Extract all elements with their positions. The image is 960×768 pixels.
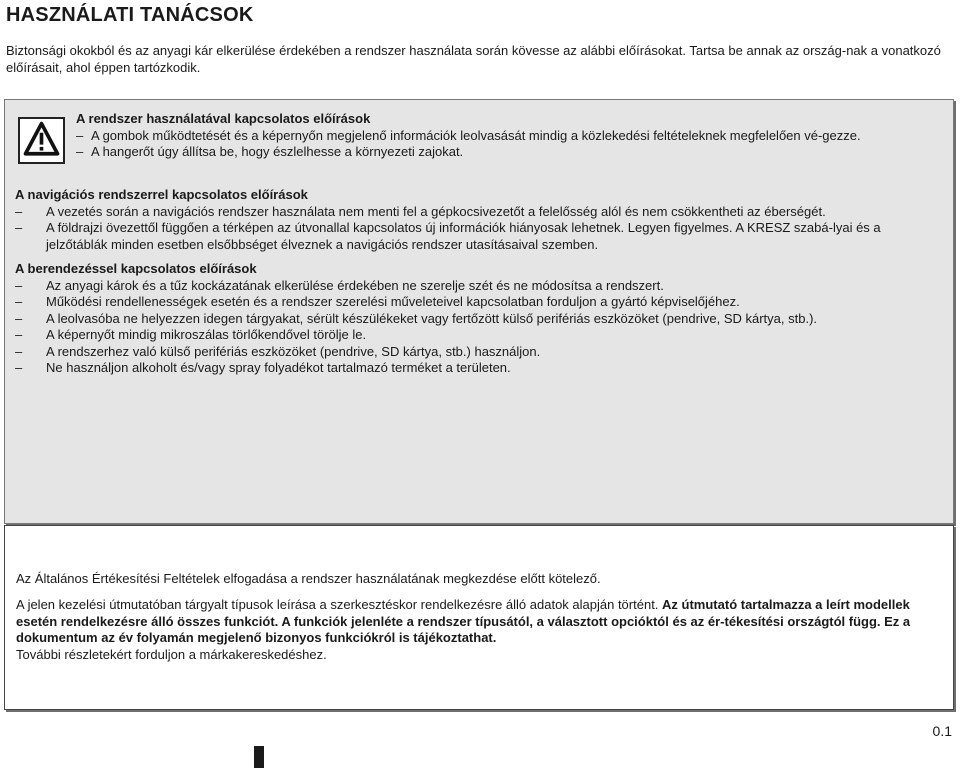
- bullet-dash: –: [15, 294, 23, 309]
- page-edge-marker: [254, 746, 264, 768]
- bullet-dash: –: [15, 310, 23, 326]
- list-item: – Működési rendellenességek esetén és a rendszer szerelési műveleteivel kapcsolatban forduljon a gyártó képviselőjéhez.: [15, 294, 740, 309]
- navigation-section: [15, 187, 945, 253]
- terms-paragraph: Az Általános Értékesítési Feltételek elfogadása a rendszer használatának megkezdése előtt kötelező.: [16, 571, 601, 586]
- list-item: – A gombok működtetését és a képernyőn megjelenő információk leolvasását mindig a közlekedési feltételeknek megfelelően vé-gezze.: [76, 127, 861, 143]
- list-item: – A vezetés során a navigációs rendszer használata nem menti fel a gépkocsivezetőt a felelősség alól és nem csökkentheti az éberségét.: [15, 203, 826, 219]
- list-item: – A leolvasóba ne helyezzen idegen tárgyakat, sérült készülékeket vagy fertőzött külső perifériás eszközöket (pendrive, SD kártya, stb.).: [15, 310, 818, 326]
- list-item: – Ne használjon alkoholt és/vagy spray folyadékot tartalmazó terméket a területen.: [15, 360, 511, 375]
- bullet-dash: –: [15, 277, 23, 293]
- system-use-heading: A rendszer használatával kapcsolatos előírások: [76, 111, 371, 126]
- dealer-text: További részletekért forduljon a márkakereskedéshez.: [16, 646, 327, 662]
- device-heading: A berendezéssel kapcsolatos előírások: [15, 261, 257, 276]
- models-text: A jelen kezelési útmutatóban tárgyalt típusok leírása a szerkesztéskor rendelkezésre álló adatok alapján történt.: [16, 597, 663, 612]
- bullet-dash: –: [15, 203, 23, 219]
- bullet-dash: –: [15, 360, 23, 375]
- device-section: [15, 261, 945, 377]
- list-item: – A képernyőt mindig mikroszálas törlőkendővel törölje le.: [15, 327, 367, 342]
- list-item: – A földrajzi övezettől függően a térképen az útvonallal kapcsolatos új információk hiányosak lehetnek. Legyen figyelmes. A KRESZ szabá-lyai és a jelzőtáblák minden esetben elsőbbséget élveznek a navigációs rendszer utasításaival szemben.: [15, 220, 881, 252]
- intro-paragraph: Biztonsági okokból és az anyagi kár elkerülése érdekében a rendszer használata során kövesse az alábbi előírásokat. Tartsa be annak az ország-nak a vonatkozó előírásait, ahol éppen tartózkodik.: [6, 43, 941, 75]
- list-item: – A hangerőt úgy állítsa be, hogy észlelhesse a környezeti zajokat.: [76, 144, 464, 159]
- bullet-dash: –: [15, 327, 23, 342]
- list-item: – Az anyagi károk és a tűz kockázatának elkerülése érdekében ne szerelje szét és ne módosítsa a rendszert.: [15, 277, 664, 293]
- page-title: HASZNÁLATI TANÁCSOK: [6, 4, 254, 26]
- safety-warning-box: [4, 99, 954, 524]
- navigation-heading: A navigációs rendszerrel kapcsolatos előírások: [15, 187, 308, 202]
- page-number: 0.1: [932, 723, 952, 739]
- bullet-dash: –: [15, 343, 23, 359]
- bullet-dash: –: [76, 127, 84, 143]
- models-bold-text: Az útmutató tartalmazza a leírt modellek esetén rendelkezésre álló összes funkciót. A funkciók jelenléte a rendszer típusától, a választott opcióktól és az ér-tékesítési országtól függ. Ez a dokumentum az év folyamán megjelenő bizonyos funkciókról is tájékoztathat.: [16, 597, 911, 645]
- bullet-dash: –: [15, 220, 23, 235]
- bullet-dash: –: [76, 144, 84, 159]
- models-paragraph: [16, 597, 941, 663]
- warning-triangle-icon: [18, 117, 65, 164]
- info-box: [4, 525, 954, 710]
- list-item: – A rendszerhez való külső perifériás eszközöket (pendrive, SD kártya, stb.) használjon.: [15, 343, 541, 359]
- system-use-section: [76, 111, 942, 161]
